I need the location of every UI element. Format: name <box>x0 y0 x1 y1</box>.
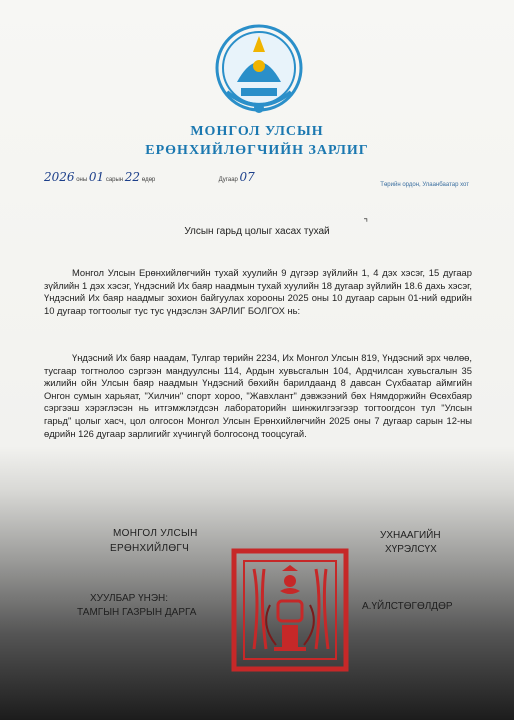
date-day: 22 <box>124 170 141 184</box>
paragraph-decision: Үндэсний Их баяр наадам, Тулгар төрийн 2234, Их Монгол Улсын 819, Үндэсний эрх чөлөө, тусгаар тогтнолоо сэргээн мандуулсны 114, Ардын хувьсгалын 104, Ардчилсан хувьсгалын 35 жилийн ойн Улсын баяр наадмын Үндэсний бөхийн барилдаанд 8 давсан Сүхбаатар аймгийн Онгон сумын харьяат, "Хилчин" спорт хороо, "Жавхлант" дэвжээний бөх Нямдоржийн Өсөхбаяр сэргээш хэрэглэсэн нь итгэмжлэгдсэн лабораторийн шинжилгээгээр тогтоогдсон тул "Улсын гарьд" цолыг хасч, цол олгосон Монгол Улсын Ерөнхийлөгчийн 2025 оны 7 дугаар сарын 12-ны өдрийн 126 дугаар зарлигийг хүчингүй болгосонд тооцсугай. <box>44 352 472 439</box>
paragraph-preamble: Монгол Улсын Ерөнхийлөгчийн тухай хуулийн 9 дүгээр зүйлийн 1, 4 дэх хэсэг, 15 дугаар зүйлийн 1 дэх хэсэг, Үндэсний Их баяр наадмын тухай хуулийн 18 дугаар зүйлийн 18.6 дахь хэсэг, Үндэсний Их баяр наадмыг зохион байгуулах хорооны 2025 оны 10 дугаар сарын 01-ний өдрийн 10 дугаар тогтоолыг тус тус үндэслэн ЗАРЛИГ БОЛГОХ нь: <box>44 267 472 316</box>
signatory-name-line2: ХҮРЭЛСҮХ <box>385 544 437 555</box>
certifier-name: А.ҮЙЛСТӨГӨЛДӨР <box>362 601 453 612</box>
state-emblem-icon <box>213 22 305 122</box>
certified-copy-label: ХУУЛБАР ҮНЭН: <box>90 593 169 604</box>
decree-number-label: Дугаар <box>218 177 238 183</box>
signatory-title-line2: ЕРӨНХИЙЛӨГЧ <box>110 543 190 554</box>
date-year-suffix: оны <box>76 177 88 183</box>
place-label: Төрийн ордон, Улаанбаатар хот <box>380 182 469 188</box>
date-month-suffix: сарын <box>105 177 124 183</box>
date-day-suffix: өдөр <box>141 177 156 183</box>
signatory-name-line1: УХНААГИЙН <box>380 530 441 541</box>
decree-subject: Улсын гарьд цолыг хасах тухай <box>184 226 330 237</box>
date-row <box>44 170 255 184</box>
header-line1: МОНГОЛ УЛСЫН <box>190 124 324 139</box>
corner-mark: ⌝ <box>363 218 368 229</box>
header-line2: ЕРӨНХИЙЛӨГЧИЙН ЗАРЛИГ <box>145 143 369 158</box>
date-month: 01 <box>88 170 105 184</box>
decree-number: 07 <box>239 170 255 184</box>
date-year: 2026 <box>44 170 75 184</box>
signatory-title-line1: МОНГОЛ УЛСЫН <box>113 528 198 539</box>
certifier-title: ТАМГЫН ГАЗРЫН ДАРГА <box>77 607 197 618</box>
official-seal-icon <box>230 545 350 675</box>
